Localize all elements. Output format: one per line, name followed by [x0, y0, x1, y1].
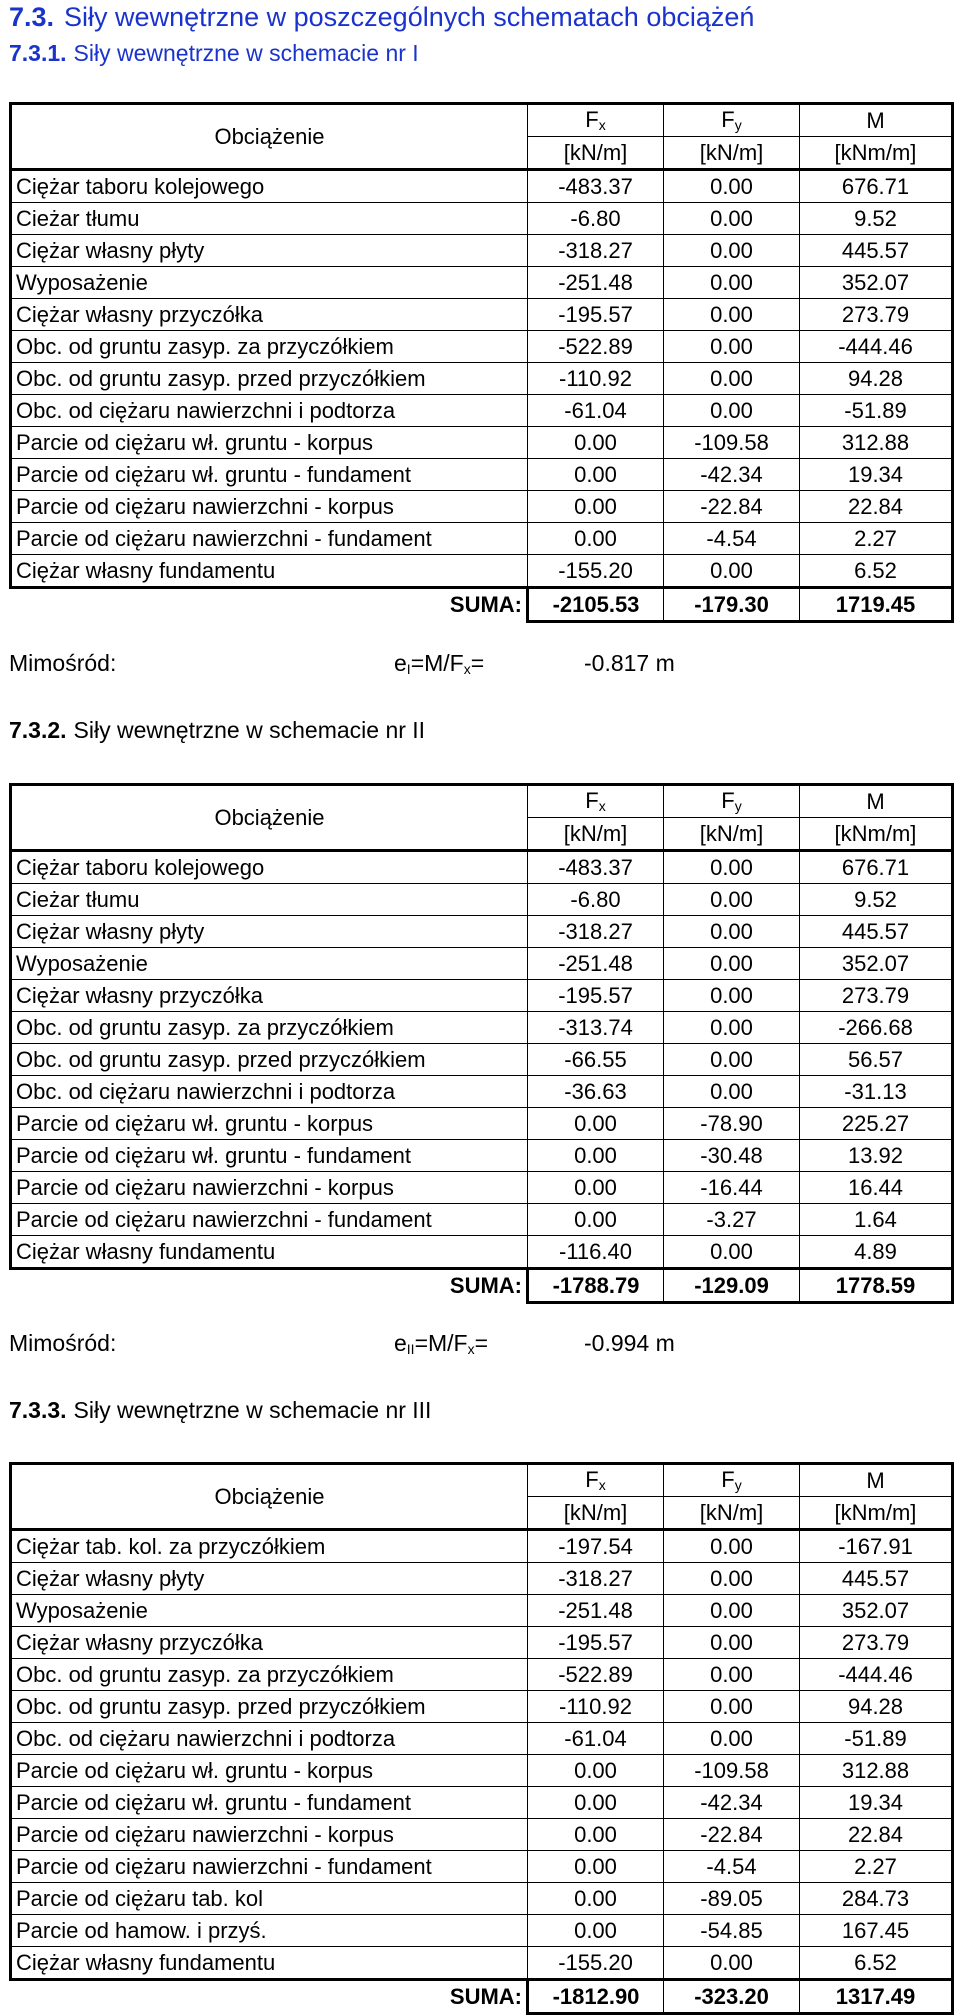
fx-value: -195.57: [528, 299, 664, 331]
loads-table-1: [9, 102, 954, 623]
load-name: Obc. od gruntu zasyp. przed przyczółkiem: [11, 1044, 528, 1076]
load-name: Ciężar własny przyczółka: [11, 1627, 528, 1659]
m-value: 22.84: [800, 1819, 953, 1851]
col-header-m: M: [800, 1464, 953, 1497]
m-value: 22.84: [800, 491, 953, 523]
fx-value: -483.37: [528, 170, 664, 203]
fx-value: 0.00: [528, 1172, 664, 1204]
fy-value: 0.00: [664, 299, 800, 331]
header-row: [11, 1464, 953, 1497]
load-name: Ciężar własny fundamentu: [11, 1947, 528, 1980]
table-row: [11, 203, 953, 235]
fx-value: -61.04: [528, 395, 664, 427]
table-row: [11, 1659, 953, 1691]
table-row: [11, 1108, 953, 1140]
load-name: Obc. od gruntu zasyp. przed przyczółkiem: [11, 1691, 528, 1723]
load-name: Ciężar własny przyczółka: [11, 299, 528, 331]
fy-value: 0.00: [664, 363, 800, 395]
m-value: 56.57: [800, 1044, 953, 1076]
eccentricity-label: Mimośród:: [9, 650, 117, 676]
fx-value: -522.89: [528, 331, 664, 363]
fx-value: -318.27: [528, 235, 664, 267]
unit-fx: [kN/m]: [528, 137, 664, 170]
fy-value: 0.00: [664, 203, 800, 235]
load-name: Parcie od ciężaru wł. gruntu - fundament: [11, 1140, 528, 1172]
table-row: [11, 1076, 953, 1108]
col-header-fx: [528, 104, 664, 137]
table-row: [11, 1915, 953, 1947]
m-value: 6.52: [800, 1947, 953, 1980]
fx-value: -110.92: [528, 1691, 664, 1723]
e-symbol: e: [394, 1330, 407, 1356]
load-name: Cieżar tłumu: [11, 884, 528, 916]
m-value: 273.79: [800, 1627, 953, 1659]
fy-value: 0.00: [664, 1659, 800, 1691]
col-header-load: Obciążenie: [11, 104, 528, 170]
sum-label: SUMA:: [11, 1980, 528, 2014]
table-row: [11, 1787, 953, 1819]
fx-subscript: x: [598, 798, 606, 814]
section-heading-1: [9, 40, 419, 67]
fy-subscript: y: [734, 1477, 742, 1493]
fx-symbol: F: [585, 788, 599, 813]
fy-value: -109.58: [664, 427, 800, 459]
fy-value: -30.48: [664, 1140, 800, 1172]
sum-row: [11, 588, 953, 622]
loads-table-3: [9, 1462, 954, 2015]
load-name: Ciężar tab. kol. za przyczółkiem: [11, 1530, 528, 1563]
section-title: Siły wewnętrzne w schemacie nr I: [73, 40, 419, 66]
eccentricity-formula: [394, 650, 484, 677]
m-value: 2.27: [800, 1851, 953, 1883]
m-value: 6.52: [800, 555, 953, 588]
unit-fy: [kN/m]: [664, 137, 800, 170]
m-value: 445.57: [800, 1563, 953, 1595]
col-header-fy: [664, 104, 800, 137]
m-value: 167.45: [800, 1915, 953, 1947]
m-value: 312.88: [800, 1755, 953, 1787]
m-value: -444.46: [800, 1659, 953, 1691]
m-value: 19.34: [800, 459, 953, 491]
table-row: [11, 1947, 953, 1980]
load-name: Parcie od ciężaru nawierzchni - korpus: [11, 1172, 528, 1204]
table-row: [11, 1204, 953, 1236]
fx-value: -155.20: [528, 555, 664, 588]
sum-row: [11, 1269, 953, 1303]
fy-subscript: y: [734, 798, 742, 814]
fx-value: 0.00: [528, 1755, 664, 1787]
sum-m: 1778.59: [800, 1269, 953, 1303]
fx-value: -483.37: [528, 851, 664, 884]
table-row: [11, 1723, 953, 1755]
section-number: 7.3.2.: [9, 717, 67, 743]
m-value: 312.88: [800, 427, 953, 459]
m-value: 19.34: [800, 1787, 953, 1819]
table-row: [11, 1236, 953, 1269]
header-row: [11, 104, 953, 137]
fx-value: 0.00: [528, 523, 664, 555]
fx-symbol: F: [585, 1467, 599, 1492]
sum-row: [11, 1980, 953, 2014]
sum-fx: -2105.53: [528, 588, 664, 622]
fy-value: -4.54: [664, 523, 800, 555]
m-value: 4.89: [800, 1236, 953, 1269]
sum-fy: -179.30: [664, 588, 800, 622]
m-value: 13.92: [800, 1140, 953, 1172]
col-header-fx: [528, 1464, 664, 1497]
load-name: Ciężar własny fundamentu: [11, 1236, 528, 1269]
eccentricity-value: -0.817 m: [584, 650, 675, 676]
fy-value: 0.00: [664, 395, 800, 427]
table-row: [11, 916, 953, 948]
fy-symbol: F: [721, 1467, 735, 1492]
m-value: 94.28: [800, 1691, 953, 1723]
unit-fx: [kN/m]: [528, 818, 664, 851]
load-name: Ciężar własny przyczółka: [11, 980, 528, 1012]
fy-value: 0.00: [664, 1627, 800, 1659]
fx-value: 0.00: [528, 1787, 664, 1819]
fy-value: -109.58: [664, 1755, 800, 1787]
table-row: [11, 1140, 953, 1172]
load-name: Parcie od hamow. i przyś.: [11, 1915, 528, 1947]
table-row: [11, 851, 953, 884]
table-row: [11, 299, 953, 331]
fy-value: 0.00: [664, 170, 800, 203]
fy-value: -42.34: [664, 459, 800, 491]
fy-value: -89.05: [664, 1883, 800, 1915]
section-number: 7.3.3.: [9, 1397, 67, 1423]
sum-fy: -323.20: [664, 1980, 800, 2014]
load-name: Ciężar własny płyty: [11, 235, 528, 267]
fy-symbol: F: [721, 107, 735, 132]
e-symbol: e: [394, 650, 407, 676]
section-heading-2: [9, 717, 425, 744]
load-name: Parcie od ciężaru wł. gruntu - korpus: [11, 1108, 528, 1140]
formula-text: =M/F: [414, 1330, 468, 1356]
m-value: 284.73: [800, 1883, 953, 1915]
fx-value: 0.00: [528, 1851, 664, 1883]
fx-value: -6.80: [528, 884, 664, 916]
col-header-m: M: [800, 785, 953, 818]
eccentricity-formula: [394, 1330, 488, 1357]
fx-value: 0.00: [528, 1883, 664, 1915]
fy-value: 0.00: [664, 1723, 800, 1755]
m-value: 273.79: [800, 980, 953, 1012]
col-header-load: Obciążenie: [11, 785, 528, 851]
fx-value: 0.00: [528, 491, 664, 523]
table-row: [11, 427, 953, 459]
table-row: [11, 1530, 953, 1563]
fy-subscript: y: [734, 117, 742, 133]
m-value: -266.68: [800, 1012, 953, 1044]
eccentricity-label: Mimośród:: [9, 1330, 117, 1356]
load-name: Parcie od ciężaru tab. kol: [11, 1883, 528, 1915]
fx-value: -155.20: [528, 1947, 664, 1980]
section-title: Siły wewnętrzne w schemacie nr III: [73, 1397, 432, 1423]
table-row: [11, 1627, 953, 1659]
section-heading-3: [9, 1397, 431, 1424]
col-header-fy: [664, 785, 800, 818]
unit-m: [kNm/m]: [800, 1497, 953, 1530]
load-name: Wyposażenie: [11, 267, 528, 299]
load-name: Obc. od gruntu zasyp. za przyczółkiem: [11, 1012, 528, 1044]
m-value: -51.89: [800, 1723, 953, 1755]
table-row: [11, 1563, 953, 1595]
e-subscript: I: [406, 661, 411, 677]
table-row: [11, 1851, 953, 1883]
fx-value: -251.48: [528, 948, 664, 980]
f-subscript: x: [463, 661, 471, 677]
load-name: Obc. od gruntu zasyp. za przyczółkiem: [11, 331, 528, 363]
m-value: 94.28: [800, 363, 953, 395]
fx-value: -110.92: [528, 363, 664, 395]
m-value: 1.64: [800, 1204, 953, 1236]
formula-text: =M/F: [410, 650, 464, 676]
main-heading-text: Siły wewnętrzne w poszczególnych schematach obciążeń: [64, 2, 755, 32]
table-row: [11, 1595, 953, 1627]
fy-value: -22.84: [664, 1819, 800, 1851]
fy-value: 0.00: [664, 1044, 800, 1076]
load-name: Ciężar własny fundamentu: [11, 555, 528, 588]
m-value: -167.91: [800, 1530, 953, 1563]
col-header-fy: [664, 1464, 800, 1497]
load-name: Ciężar taboru kolejowego: [11, 170, 528, 203]
fy-value: -54.85: [664, 1915, 800, 1947]
table-row: [11, 1044, 953, 1076]
fy-value: 0.00: [664, 1691, 800, 1723]
table-row: [11, 884, 953, 916]
fy-value: 0.00: [664, 1947, 800, 1980]
fx-value: -195.57: [528, 1627, 664, 1659]
m-value: 445.57: [800, 916, 953, 948]
load-name: Parcie od ciężaru nawierzchni - fundament: [11, 1204, 528, 1236]
table-row: [11, 1691, 953, 1723]
col-header-m: M: [800, 104, 953, 137]
fy-value: 0.00: [664, 267, 800, 299]
load-name: Obc. od gruntu zasyp. za przyczółkiem: [11, 1659, 528, 1691]
fy-symbol: F: [721, 788, 735, 813]
table-row: [11, 1012, 953, 1044]
load-name: Parcie od ciężaru nawierzchni - korpus: [11, 1819, 528, 1851]
m-value: 352.07: [800, 1595, 953, 1627]
load-name: Parcie od ciężaru nawierzchni - korpus: [11, 491, 528, 523]
table-row: [11, 1819, 953, 1851]
fx-value: -522.89: [528, 1659, 664, 1691]
unit-fx: [kN/m]: [528, 1497, 664, 1530]
m-value: -51.89: [800, 395, 953, 427]
section-title: Siły wewnętrzne w schemacie nr II: [73, 717, 426, 743]
table-row: [11, 395, 953, 427]
e-subscript: II: [406, 1341, 415, 1357]
fx-value: 0.00: [528, 427, 664, 459]
fy-value: 0.00: [664, 235, 800, 267]
load-name: Parcie od ciężaru nawierzchni - fundament: [11, 1851, 528, 1883]
load-name: Obc. od ciężaru nawierzchni i podtorza: [11, 1723, 528, 1755]
fy-value: 0.00: [664, 555, 800, 588]
fy-value: 0.00: [664, 851, 800, 884]
m-value: 273.79: [800, 299, 953, 331]
fx-value: -195.57: [528, 980, 664, 1012]
fx-value: -66.55: [528, 1044, 664, 1076]
table-row: [11, 948, 953, 980]
load-name: Parcie od ciężaru wł. gruntu - fundament: [11, 459, 528, 491]
main-heading-number: 7.3.: [9, 2, 55, 32]
m-value: 9.52: [800, 884, 953, 916]
m-value: 2.27: [800, 523, 953, 555]
main-heading: [9, 2, 754, 33]
equals-sign: =: [474, 1330, 489, 1356]
fx-symbol: F: [585, 107, 599, 132]
eccentricity-value: -0.994 m: [584, 1330, 675, 1356]
fy-value: -78.90: [664, 1108, 800, 1140]
fx-subscript: x: [598, 1477, 606, 1493]
fy-value: 0.00: [664, 1563, 800, 1595]
fx-value: 0.00: [528, 459, 664, 491]
table-row: [11, 363, 953, 395]
fy-value: 0.00: [664, 1595, 800, 1627]
load-name: Wyposażenie: [11, 1595, 528, 1627]
section-number: 7.3.1.: [9, 40, 67, 66]
load-name: Obc. od ciężaru nawierzchni i podtorza: [11, 395, 528, 427]
unit-fy: [kN/m]: [664, 1497, 800, 1530]
fx-value: -36.63: [528, 1076, 664, 1108]
table-row: [11, 1755, 953, 1787]
m-value: 9.52: [800, 203, 953, 235]
sum-label: SUMA:: [11, 1269, 528, 1303]
fx-value: -318.27: [528, 1563, 664, 1595]
m-value: 352.07: [800, 948, 953, 980]
load-name: Cieżar tłumu: [11, 203, 528, 235]
load-name: Wyposażenie: [11, 948, 528, 980]
table-row: [11, 980, 953, 1012]
fy-value: 0.00: [664, 916, 800, 948]
load-name: Ciężar własny płyty: [11, 916, 528, 948]
m-value: 225.27: [800, 1108, 953, 1140]
fy-value: -4.54: [664, 1851, 800, 1883]
f-subscript: x: [467, 1341, 475, 1357]
fx-value: -6.80: [528, 203, 664, 235]
col-header-fx: [528, 785, 664, 818]
fx-value: -116.40: [528, 1236, 664, 1269]
table-row: [11, 523, 953, 555]
sum-m: 1317.49: [800, 1980, 953, 2014]
fx-value: -197.54: [528, 1530, 664, 1563]
sum-fx: -1788.79: [528, 1269, 664, 1303]
table-row: [11, 235, 953, 267]
fy-value: 0.00: [664, 1530, 800, 1563]
fx-value: 0.00: [528, 1108, 664, 1140]
load-name: Parcie od ciężaru wł. gruntu - fundament: [11, 1787, 528, 1819]
fx-value: 0.00: [528, 1915, 664, 1947]
table-row: [11, 267, 953, 299]
fy-value: 0.00: [664, 1236, 800, 1269]
load-name: Parcie od ciężaru wł. gruntu - korpus: [11, 427, 528, 459]
load-name: Parcie od ciężaru wł. gruntu - korpus: [11, 1755, 528, 1787]
loads-table-2: [9, 783, 954, 1304]
m-value: 676.71: [800, 170, 953, 203]
sum-fx: -1812.90: [528, 1980, 664, 2014]
equals-sign: =: [470, 650, 485, 676]
load-name: Ciężar własny płyty: [11, 1563, 528, 1595]
fy-value: -22.84: [664, 491, 800, 523]
table-row: [11, 555, 953, 588]
table-row: [11, 1172, 953, 1204]
table-row: [11, 459, 953, 491]
load-name: Ciężar taboru kolejowego: [11, 851, 528, 884]
fy-value: 0.00: [664, 1012, 800, 1044]
fx-value: 0.00: [528, 1819, 664, 1851]
fy-value: 0.00: [664, 1076, 800, 1108]
fy-value: -42.34: [664, 1787, 800, 1819]
table-row: [11, 170, 953, 203]
m-value: 16.44: [800, 1172, 953, 1204]
fy-value: 0.00: [664, 980, 800, 1012]
unit-m: [kNm/m]: [800, 818, 953, 851]
sum-fy: -129.09: [664, 1269, 800, 1303]
sum-label: SUMA:: [11, 588, 528, 622]
unit-fy: [kN/m]: [664, 818, 800, 851]
fx-value: -313.74: [528, 1012, 664, 1044]
fx-value: -318.27: [528, 916, 664, 948]
fy-value: 0.00: [664, 884, 800, 916]
fx-value: 0.00: [528, 1140, 664, 1172]
m-value: -31.13: [800, 1076, 953, 1108]
sum-m: 1719.45: [800, 588, 953, 622]
header-row: [11, 785, 953, 818]
fx-subscript: x: [598, 117, 606, 133]
table-row: [11, 331, 953, 363]
fx-value: 0.00: [528, 1204, 664, 1236]
fx-value: -61.04: [528, 1723, 664, 1755]
fx-value: -251.48: [528, 1595, 664, 1627]
table-row: [11, 491, 953, 523]
fy-value: 0.00: [664, 948, 800, 980]
unit-m: [kNm/m]: [800, 137, 953, 170]
fy-value: -3.27: [664, 1204, 800, 1236]
fy-value: 0.00: [664, 331, 800, 363]
load-name: Obc. od gruntu zasyp. przed przyczółkiem: [11, 363, 528, 395]
load-name: Parcie od ciężaru nawierzchni - fundament: [11, 523, 528, 555]
table-row: [11, 1883, 953, 1915]
m-value: 445.57: [800, 235, 953, 267]
load-name: Obc. od ciężaru nawierzchni i podtorza: [11, 1076, 528, 1108]
m-value: 676.71: [800, 851, 953, 884]
m-value: -444.46: [800, 331, 953, 363]
fx-value: -251.48: [528, 267, 664, 299]
fy-value: -16.44: [664, 1172, 800, 1204]
col-header-load: Obciążenie: [11, 1464, 528, 1530]
m-value: 352.07: [800, 267, 953, 299]
